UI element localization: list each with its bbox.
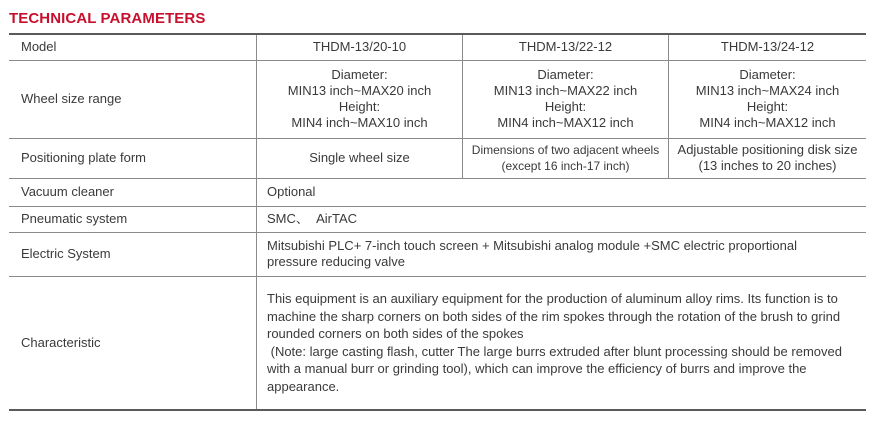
table-row <box>9 34 866 60</box>
table-row <box>9 276 866 410</box>
pneumatic-value: SMC、 AirTAC <box>257 206 867 232</box>
cell-line: Dimensions of two adjacent wheels <box>471 143 660 157</box>
cell-line: MIN4 inch~MAX12 inch <box>497 115 634 130</box>
row-label: Electric System <box>9 232 257 276</box>
cell-line: pressure reducing valve <box>267 254 406 269</box>
cell-line: machine the sharp corners on both sides of the rim spokes through the rotation of the brush to grind <box>267 308 841 324</box>
cell-line: Diameter: <box>739 67 796 82</box>
cell-line: appearance. <box>267 378 340 394</box>
cell-line: rounded corners on both sides of the spokes <box>267 326 524 342</box>
cell-line: MIN4 inch~MAX12 inch <box>699 115 836 130</box>
table-row <box>9 60 866 138</box>
section-title: TECHNICAL PARAMETERS <box>9 10 206 27</box>
cell-line: MIN4 inch~MAX10 inch <box>291 115 428 130</box>
cell-line: (13 inches to 20 inches) <box>698 158 837 173</box>
positioning-cell <box>463 138 669 178</box>
cell-line: Diameter: <box>537 67 594 82</box>
electric-value <box>257 232 867 276</box>
cell-line: (Note: large casting flash, cutter The large burrs extruded after blunt processing should be removed <box>267 343 842 359</box>
model-cell: THDM-13/24-12 <box>669 34 867 60</box>
wheel-size-cell <box>669 60 867 138</box>
row-label: Characteristic <box>9 276 257 410</box>
cell-line: MIN13 inch~MAX20 inch <box>287 83 432 98</box>
row-label: Pneumatic system <box>9 206 257 232</box>
cell-line: Height: <box>338 99 381 114</box>
cell-line: MIN13 inch~MAX22 inch <box>493 83 638 98</box>
model-cell: THDM-13/22-12 <box>463 34 669 60</box>
wheel-size-cell <box>257 60 463 138</box>
positioning-cell <box>257 138 463 178</box>
row-label: Vacuum cleaner <box>9 178 257 206</box>
row-label: Model <box>9 34 257 60</box>
vacuum-value: Optional <box>257 178 867 206</box>
cell-line: Adjustable positioning disk size <box>677 142 858 157</box>
cell-line: Diameter: <box>331 67 388 82</box>
positioning-cell <box>669 138 867 178</box>
characteristic-value <box>257 276 867 410</box>
cell-line: Mitsubishi PLC+ 7-inch touch screen + Mitsubishi analog module +SMC electric proportional <box>267 238 798 253</box>
table-row <box>9 232 866 276</box>
table-row <box>9 138 866 178</box>
cell-line: This equipment is an auxiliary equipment for the production of aluminum alloy rims. Its function is to <box>267 291 838 307</box>
wheel-size-cell <box>463 60 669 138</box>
cell-line: (except 16 inch-17 inch) <box>501 159 630 173</box>
row-label: Wheel size range <box>9 60 257 138</box>
cell-line: Single wheel size <box>309 150 410 165</box>
cell-line: MIN13 inch~MAX24 inch <box>695 83 840 98</box>
table-row <box>9 178 866 206</box>
technical-parameters-table <box>9 33 866 411</box>
cell-line: Height: <box>544 99 587 114</box>
cell-line: Height: <box>746 99 789 114</box>
table-row <box>9 206 866 232</box>
model-cell: THDM-13/20-10 <box>257 34 463 60</box>
row-label: Positioning plate form <box>9 138 257 178</box>
cell-line: with a manual burr or grinding tool), which can improve the efficiency of burrs and improve the <box>267 361 807 377</box>
